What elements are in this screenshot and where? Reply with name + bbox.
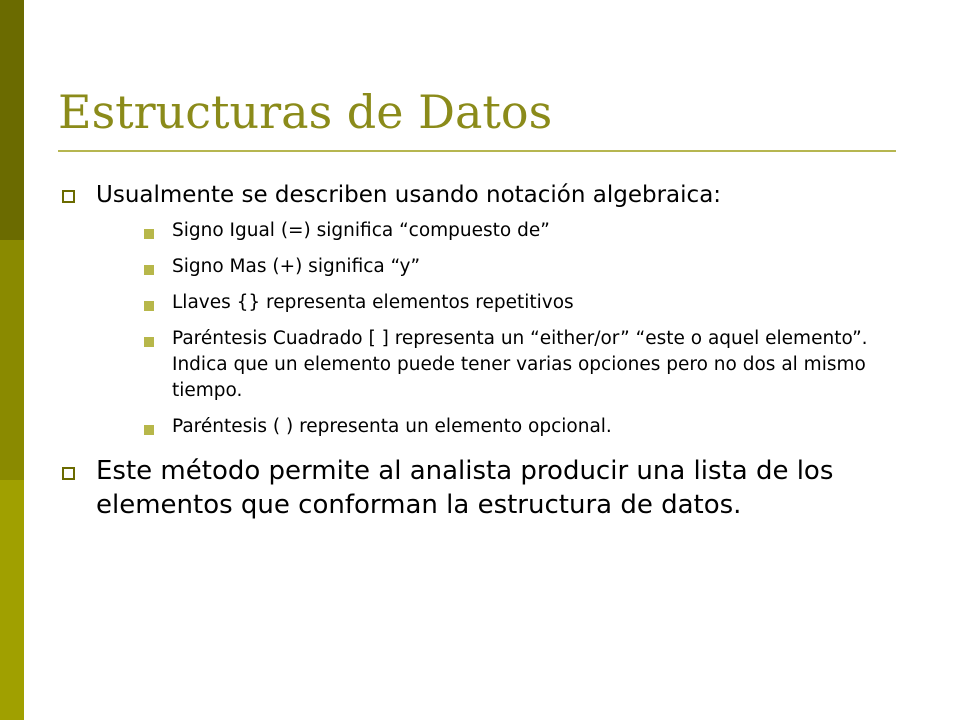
- sub-bullet-item: [96, 254, 910, 280]
- bullet-text: Usualmente se describen usando notación algebraica:: [96, 182, 722, 208]
- bullet-text: Este método permite al analista producir una lista de los elementos que conforman la estructura de datos.: [96, 456, 834, 520]
- sub-bullet-text: Llaves {} representa elementos repetitivos: [172, 292, 574, 313]
- sub-bullet-list: [96, 218, 910, 440]
- sub-bullet-text: Paréntesis ( ) representa un elemento opcional.: [172, 416, 612, 437]
- filled-square-bullet-icon: [144, 301, 154, 311]
- sub-bullet-item: [96, 414, 910, 440]
- title-divider: [58, 150, 896, 152]
- slide-title: Estructuras de Datos: [58, 85, 553, 139]
- sub-bullet-text: Signo Igual (=) significa “compuesto de”: [172, 220, 550, 241]
- sub-bullet-text: Signo Mas (+) significa “y”: [172, 256, 421, 277]
- bullet-item: [60, 178, 910, 440]
- side-accent-bar-top: [0, 0, 24, 240]
- square-bullet-icon: [62, 467, 75, 480]
- filled-square-bullet-icon: [144, 265, 154, 275]
- filled-square-bullet-icon: [144, 229, 154, 239]
- filled-square-bullet-icon: [144, 425, 154, 435]
- sub-bullet-item: [96, 218, 910, 244]
- sub-bullet-item: [96, 290, 910, 316]
- bullet-item: [60, 454, 910, 522]
- square-bullet-icon: [62, 190, 75, 203]
- filled-square-bullet-icon: [144, 337, 154, 347]
- sub-bullet-text: Paréntesis Cuadrado [ ] representa un “either/or” “este o aquel elemento”. Indica que un elemento puede tener varias opciones pero no dos al mismo tiempo.: [172, 328, 868, 401]
- side-accent-bar-bottom: [0, 480, 24, 720]
- slide-body: [60, 178, 910, 522]
- side-accent-bar-middle: [0, 240, 24, 480]
- sub-bullet-item: [96, 326, 910, 404]
